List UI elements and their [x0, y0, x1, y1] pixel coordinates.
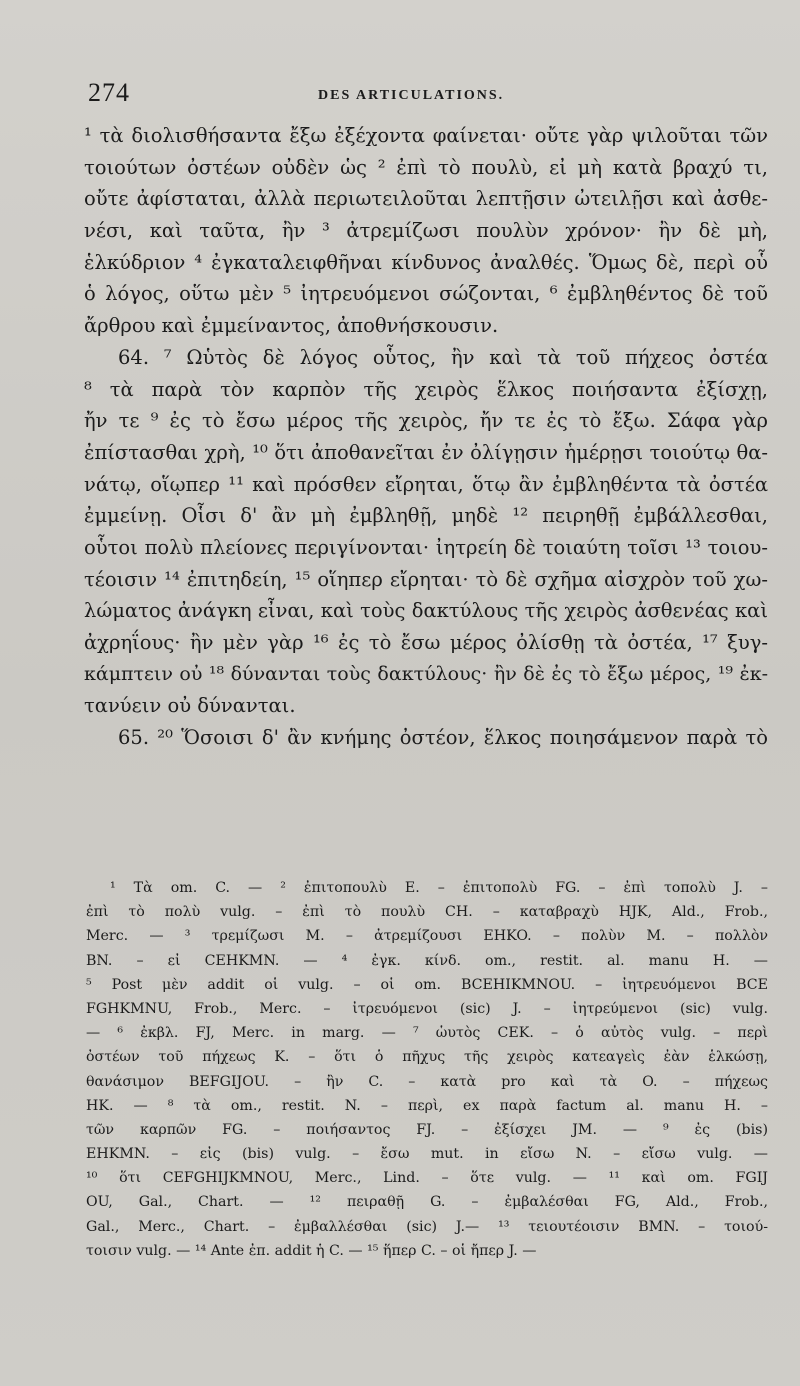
text-line: ἤν τε ⁹ ἐς τὸ ἔσω μέρος τῆς χειρὸς, ἤν τε ἐς τὸ ἔξω. Σάφα γὰρ	[84, 409, 768, 433]
footnote-line: ¹ Τὰ om. C. — ² ἐπιτοπουλὺ E. – ἐπιτοπολὺ FG. – ἐπὶ τοπολὺ J. –	[110, 880, 768, 896]
footnote-line: θανάσιμον BEFGIJOU. – ἢν C. – κατὰ pro καὶ τὰ O. – πήχεως	[86, 1073, 768, 1090]
text-line: τέοισιν ¹⁴ ἐπιτηδείη, ¹⁵ οἵηπερ εἴρηται· τὸ δὲ σχῆμα αἰσχρὸν τοῦ χω-	[84, 567, 768, 591]
footnote-line: BN. – εἰ CEHKMN. — ⁴ ἐγκ. κίνδ. om., restit. al. manu H. —	[86, 952, 768, 969]
footnote-line: τῶν καρπῶν FG. – ποιήσαντος FJ. – ἐξίσχει JM. — ⁹ ἐς (bis)	[86, 1121, 768, 1138]
footnote-line: FGHKMNU, Frob., Merc. – ἰτρευόμενοι (sic) J. – ἰητρεύμενοι (sic) vulg.	[86, 1000, 768, 1017]
text-line: ⁸ τὰ παρὰ τὸν καρπὸν τῆς χειρὸς ἕλκος ποιήσαντα ἐξίσχῃ,	[84, 377, 768, 401]
text-line: ἀχρηΐους· ἢν μὲν γὰρ ¹⁶ ἐς τὸ ἔσω μέρος ὀλίσθῃ τὰ ὀστέα, ¹⁷ ξυγ-	[84, 631, 768, 654]
text-line: κάμπτειν οὐ ¹⁸ δύνανται τοὺς δακτύλους· ἢν δὲ ἐς τὸ ἔξω μέρος, ¹⁹ ἐκ-	[84, 662, 768, 685]
footnote-line: HK. — ⁸ τὰ om., restit. N. – περὶ, ex παρὰ factum al. manu H. –	[86, 1097, 768, 1114]
footnote-line: Merc. — ³ τρεμίζωσι M. – ἀτρεμίζουσι EHKO. – πολὺν M. – πολλὸν	[86, 928, 768, 945]
page-header	[88, 78, 760, 112]
footnote-line: EHKMN. – εἰς (bis) vulg. – ἔσω mut. in εἴσω N. – εἴσω vulg. —	[86, 1146, 768, 1163]
footnote-line: — ⁶ ἐκβλ. FJ, Merc. in marg. — ⁷ ὡυτὸς CEK. – ὁ αὐτὸς vulg. – περὶ	[86, 1025, 768, 1042]
text-line: τοιούτων ὀστέων οὐδὲν ὡς ² ἐπὶ τὸ πουλὺ, εἰ μὴ κατὰ βραχύ τι,	[84, 155, 768, 179]
text-line: λώματος ἀνάγκη εἶναι, καὶ τοὺς δακτύλους τῆς χειρὸς ἀσθενέας καὶ	[84, 599, 768, 623]
text-line: ὁ λόγος, οὕτω μὲν ⁵ ἰητρευόμενοι σώζονται, ⁶ ἐμβληθέντος δὲ τοῦ	[84, 282, 768, 306]
footnote-line: OU, Gal., Chart. — ¹² πειραθῇ G. – ἐμβαλέσθαι FG, Ald., Frob.,	[86, 1194, 768, 1211]
footnotes-block	[86, 876, 768, 1263]
footnote-line: τοισιν vulg. — ¹⁴ Ante ἐπ. addit ἡ C. — ¹⁵ ἥπερ C. – οἱ ἤπερ J. —	[86, 1242, 537, 1259]
main-text-block	[84, 120, 768, 754]
section-65-start: 65. ²⁰ Ὅσοισι δ' ἂν κνήμης ὀστέον, ἕλκος ποιησάμενον παρὰ τὸ	[118, 726, 768, 750]
footnote-line: ἐπὶ τὸ πολὺ vulg. – ἐπὶ τὸ πουλὺ CH. – καταβραχὺ HJK, Ald., Frob.,	[86, 904, 768, 921]
text-line: οὗτοι πολὺ πλείονες περιγίνονται· ἰητρείη δὲ τοιαύτη τοῖσι ¹³ τοιου-	[84, 535, 768, 559]
footnote-line: ὀστέων τοῦ πήχεως K. – ὅτι ὁ πῆχυς τῆς χειρὸς κατεαγεὶς ἐὰν ἑλκώσῃ,	[86, 1049, 768, 1066]
text-line: ἄρθρου καὶ ἐμμείναντος, ἀποθνήσκουσιν.	[84, 314, 499, 338]
text-line: ἑλκύδριον ⁴ ἐγκαταλειφθῆναι κίνδυνος ἀναλθές. Ὅμως δὲ, περὶ οὗ	[84, 250, 768, 274]
text-line: νέσι, καὶ ταῦτα, ἢν ³ ἀτρεμίζωσι πουλὺν χρόνον· ἢν δὲ μὴ,	[84, 219, 768, 243]
page-number: 274	[88, 78, 130, 107]
text-line: τανύειν οὐ δύνανται.	[84, 694, 296, 718]
section-64-start: 64. ⁷ Ωὑτὸς δὲ λόγος οὗτος, ἢν καὶ τὰ τοῦ πήχεος ὀστέα	[118, 345, 768, 369]
text-line: οὔτε ἀφίσταται, ἀλλὰ περιωτειλοῦται λεπτῇσιν ὠτειλῇσι καὶ ἀσθε-	[84, 187, 768, 211]
footnote-line: ¹⁰ ὅτι CEFGHIJKMNOU, Merc., Lind. – ὅτε vulg. — ¹¹ καὶ om. FGIJ	[86, 1170, 768, 1187]
text-line: νάτῳ, οἵῳπερ ¹¹ καὶ πρόσθεν εἴρηται, ὅτῳ ἂν ἐμβληθέντα τὰ ὀστέα	[84, 472, 768, 496]
text-line: ἐπίστασθαι χρὴ, ¹⁰ ὅτι ἀποθανεῖται ἐν ὀλίγῃσιν ἡμέρῃσι τοιούτῳ θα-	[84, 440, 768, 464]
footnote-line: ⁵ Post μὲν addit οἱ vulg. – οἱ om. BCEHIKMNOU. – ἰητρευόμενοι BCE	[86, 976, 768, 993]
running-head: DES ARTICULATIONS.	[318, 88, 505, 103]
text-line: ἐμμείνῃ. Οἷσι δ' ἂν μὴ ἐμβληθῇ, μηδὲ ¹² πειρηθῇ ἐμβάλλεσθαι,	[84, 504, 768, 528]
text-line: ¹ τὰ διολισθήσαντα ἔξω ἐξέχοντα φαίνεται· οὔτε γὰρ ψιλοῦται τῶν	[84, 124, 768, 147]
footnote-line: Gal., Merc., Chart. – ἐμβαλλέσθαι (sic) J.— ¹³ τειουτέοισιν BMN. – τοιού-	[86, 1218, 768, 1235]
